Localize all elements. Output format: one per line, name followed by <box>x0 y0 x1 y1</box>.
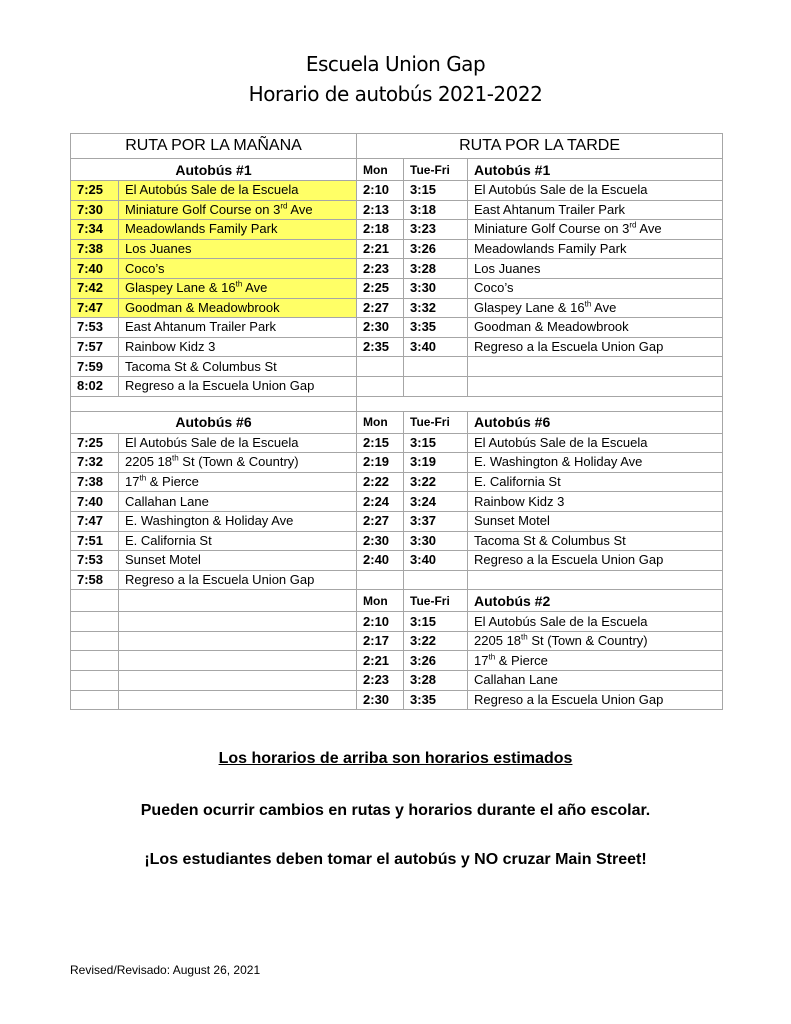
morning-time: 8:02 <box>71 376 119 396</box>
bus6-morning-title: Autobús #6 <box>71 411 357 433</box>
morning-stop: East Ahtanum Trailer Park <box>119 318 357 338</box>
morning-time: 7:58 <box>71 570 119 590</box>
morning-time: 7:25 <box>71 181 119 201</box>
morning-stop: El Autobús Sale de la Escuela <box>119 433 357 453</box>
bus2-afternoon-title: Autobús #2 <box>468 590 723 612</box>
afternoon-mon-time: 2:15 <box>357 433 404 453</box>
estimated-times-note: Los horarios de arriba son horarios estimados <box>218 750 573 767</box>
afternoon-stop: Glaspey Lane & 16th Ave <box>468 298 723 318</box>
afternoon-stop: Regreso a la Escuela Union Gap <box>468 690 723 710</box>
afternoon-stop: Goodman & Meadowbrook <box>468 318 723 338</box>
morning-stop: E. Washington & Holiday Ave <box>119 511 357 531</box>
afternoon-stop: Meadowlands Family Park <box>468 239 723 259</box>
morning-stop: Goodman & Meadowbrook <box>119 298 357 318</box>
morning-stop: Rainbow Kidz 3 <box>119 337 357 357</box>
morning-stop: Miniature Golf Course on 3rd Ave <box>119 200 357 220</box>
schedule-row <box>71 298 723 318</box>
bus-header-row <box>71 411 723 433</box>
afternoon-mon-time: 2:27 <box>357 298 404 318</box>
afternoon-tue-fri-time: 3:19 <box>404 453 468 473</box>
afternoon-tue-fri-time: 3:26 <box>404 239 468 259</box>
tue-fri-column-header: Tue-Fri <box>404 590 468 612</box>
afternoon-stop: Rainbow Kidz 3 <box>468 492 723 512</box>
afternoon-tue-fri-time <box>404 570 468 590</box>
afternoon-mon-time: 2:27 <box>357 511 404 531</box>
schedule-row <box>71 181 723 201</box>
morning-stop: Los Juanes <box>119 239 357 259</box>
morning-time <box>71 671 119 691</box>
afternoon-stop: Tacoma St & Columbus St <box>468 531 723 551</box>
morning-time: 7:57 <box>71 337 119 357</box>
morning-stop: Regreso a la Escuela Union Gap <box>119 376 357 396</box>
morning-stop <box>119 612 357 632</box>
morning-time: 7:40 <box>71 492 119 512</box>
morning-time: 7:25 <box>71 433 119 453</box>
afternoon-tue-fri-time: 3:22 <box>404 631 468 651</box>
spacer-cell <box>71 396 357 411</box>
afternoon-mon-time: 2:25 <box>357 278 404 298</box>
afternoon-tue-fri-time: 3:35 <box>404 318 468 338</box>
afternoon-tue-fri-time: 3:22 <box>404 472 468 492</box>
afternoon-stop: 17th & Pierce <box>468 651 723 671</box>
schedule-changes-note: Pueden ocurrir cambios en rutas y horarios durante el año escolar. <box>140 802 651 819</box>
mon-column-header: Mon <box>357 590 404 612</box>
school-title: Escuela Union Gap <box>305 52 486 76</box>
schedule-row <box>71 337 723 357</box>
schedule-row <box>71 651 723 671</box>
afternoon-stop: E. Washington & Holiday Ave <box>468 453 723 473</box>
morning-time: 7:40 <box>71 259 119 279</box>
schedule-row <box>71 531 723 551</box>
morning-route-header: RUTA POR LA MAÑANA <box>71 134 357 159</box>
afternoon-mon-time: 2:24 <box>357 492 404 512</box>
morning-time <box>71 651 119 671</box>
afternoon-tue-fri-time: 3:26 <box>404 651 468 671</box>
afternoon-mon-time: 2:10 <box>357 612 404 632</box>
schedule-row <box>71 690 723 710</box>
afternoon-stop: Regreso a la Escuela Union Gap <box>468 551 723 571</box>
schedule-row <box>71 570 723 590</box>
morning-stop: E. California St <box>119 531 357 551</box>
afternoon-tue-fri-time: 3:24 <box>404 492 468 512</box>
afternoon-mon-time: 2:23 <box>357 671 404 691</box>
morning-stop: 2205 18th St (Town & Country) <box>119 453 357 473</box>
afternoon-tue-fri-time: 3:40 <box>404 337 468 357</box>
bus-header-row <box>71 159 723 181</box>
morning-time: 7:34 <box>71 220 119 240</box>
afternoon-mon-time: 2:22 <box>357 472 404 492</box>
morning-time: 7:47 <box>71 511 119 531</box>
schedule-row <box>71 472 723 492</box>
morning-stop: 17th & Pierce <box>119 472 357 492</box>
schedule-row <box>71 357 723 377</box>
afternoon-stop: Los Juanes <box>468 259 723 279</box>
schedule-title: Horario de autobús 2021-2022 <box>248 82 543 106</box>
bus1-morning-title: Autobús #1 <box>71 159 357 181</box>
afternoon-stop: 2205 18th St (Town & Country) <box>468 631 723 651</box>
afternoon-mon-time: 2:21 <box>357 651 404 671</box>
schedule-row <box>71 612 723 632</box>
schedule-row <box>71 376 723 396</box>
afternoon-mon-time: 2:13 <box>357 200 404 220</box>
afternoon-tue-fri-time: 3:37 <box>404 511 468 531</box>
bus-schedule-table <box>70 133 723 710</box>
morning-time: 7:30 <box>71 200 119 220</box>
schedule-row <box>71 433 723 453</box>
spacer-row <box>71 396 723 411</box>
afternoon-mon-time <box>357 376 404 396</box>
afternoon-mon-time: 2:10 <box>357 181 404 201</box>
afternoon-stop <box>468 376 723 396</box>
afternoon-tue-fri-time: 3:15 <box>404 433 468 453</box>
bus-header-row <box>71 590 723 612</box>
afternoon-mon-time: 2:21 <box>357 239 404 259</box>
afternoon-tue-fri-time: 3:15 <box>404 612 468 632</box>
schedule-row <box>71 318 723 338</box>
afternoon-stop: Miniature Golf Course on 3rd Ave <box>468 220 723 240</box>
morning-time: 7:51 <box>71 531 119 551</box>
morning-time: 7:42 <box>71 278 119 298</box>
schedule-row <box>71 239 723 259</box>
afternoon-mon-time: 2:30 <box>357 318 404 338</box>
empty-cell <box>71 590 119 612</box>
morning-stop: Glaspey Lane & 16th Ave <box>119 278 357 298</box>
morning-stop <box>119 631 357 651</box>
schedule-row <box>71 453 723 473</box>
afternoon-tue-fri-time: 3:30 <box>404 278 468 298</box>
schedule-row <box>71 278 723 298</box>
afternoon-tue-fri-time <box>404 376 468 396</box>
afternoon-tue-fri-time: 3:18 <box>404 200 468 220</box>
afternoon-mon-time <box>357 570 404 590</box>
afternoon-tue-fri-time: 3:40 <box>404 551 468 571</box>
bus1-afternoon-title: Autobús #1 <box>468 159 723 181</box>
mon-column-header: Mon <box>357 411 404 433</box>
morning-time: 7:38 <box>71 239 119 259</box>
afternoon-mon-time: 2:23 <box>357 259 404 279</box>
morning-time <box>71 690 119 710</box>
afternoon-mon-time: 2:40 <box>357 551 404 571</box>
morning-stop: Coco’s <box>119 259 357 279</box>
afternoon-mon-time: 2:18 <box>357 220 404 240</box>
afternoon-tue-fri-time: 3:15 <box>404 181 468 201</box>
schedule-row <box>71 492 723 512</box>
bus6-afternoon-title: Autobús #6 <box>468 411 723 433</box>
afternoon-mon-time: 2:19 <box>357 453 404 473</box>
afternoon-stop: East Ahtanum Trailer Park <box>468 200 723 220</box>
afternoon-stop: Sunset Motel <box>468 511 723 531</box>
morning-time: 7:47 <box>71 298 119 318</box>
morning-stop: Regreso a la Escuela Union Gap <box>119 570 357 590</box>
morning-time: 7:53 <box>71 551 119 571</box>
tue-fri-column-header: Tue-Fri <box>404 411 468 433</box>
afternoon-mon-time: 2:35 <box>357 337 404 357</box>
afternoon-stop <box>468 570 723 590</box>
afternoon-tue-fri-time: 3:30 <box>404 531 468 551</box>
morning-stop <box>119 651 357 671</box>
schedule-row <box>71 511 723 531</box>
afternoon-tue-fri-time: 3:32 <box>404 298 468 318</box>
afternoon-tue-fri-time <box>404 357 468 377</box>
schedule-row <box>71 551 723 571</box>
tue-fri-column-header: Tue-Fri <box>404 159 468 181</box>
morning-stop: Callahan Lane <box>119 492 357 512</box>
afternoon-stop: Regreso a la Escuela Union Gap <box>468 337 723 357</box>
route-header-row <box>71 134 723 159</box>
morning-time: 7:32 <box>71 453 119 473</box>
afternoon-stop <box>468 357 723 377</box>
schedule-row <box>71 631 723 651</box>
morning-time <box>71 612 119 632</box>
morning-time: 7:38 <box>71 472 119 492</box>
revision-date: Revised/Revisado: August 26, 2021 <box>70 963 261 977</box>
afternoon-route-header: RUTA POR LA TARDE <box>357 134 723 159</box>
afternoon-mon-time: 2:30 <box>357 531 404 551</box>
afternoon-mon-time <box>357 357 404 377</box>
spacer-cell <box>357 396 723 411</box>
morning-stop <box>119 690 357 710</box>
afternoon-tue-fri-time: 3:28 <box>404 259 468 279</box>
afternoon-tue-fri-time: 3:28 <box>404 671 468 691</box>
empty-cell <box>119 590 357 612</box>
schedule-body <box>71 134 723 710</box>
morning-time <box>71 631 119 651</box>
morning-time: 7:53 <box>71 318 119 338</box>
afternoon-tue-fri-time: 3:35 <box>404 690 468 710</box>
afternoon-stop: E. California St <box>468 472 723 492</box>
afternoon-stop: El Autobús Sale de la Escuela <box>468 181 723 201</box>
schedule-row <box>71 220 723 240</box>
afternoon-stop: El Autobús Sale de la Escuela <box>468 612 723 632</box>
schedule-row <box>71 200 723 220</box>
morning-stop: El Autobús Sale de la Escuela <box>119 181 357 201</box>
morning-stop: Meadowlands Family Park <box>119 220 357 240</box>
afternoon-stop: Coco’s <box>468 278 723 298</box>
afternoon-stop: Callahan Lane <box>468 671 723 691</box>
afternoon-stop: El Autobús Sale de la Escuela <box>468 433 723 453</box>
morning-stop: Sunset Motel <box>119 551 357 571</box>
afternoon-mon-time: 2:30 <box>357 690 404 710</box>
afternoon-tue-fri-time: 3:23 <box>404 220 468 240</box>
afternoon-mon-time: 2:17 <box>357 631 404 651</box>
morning-time: 7:59 <box>71 357 119 377</box>
morning-stop: Tacoma St & Columbus St <box>119 357 357 377</box>
main-street-warning: ¡Los estudiantes deben tomar el autobús y NO cruzar Main Street! <box>144 851 647 868</box>
schedule-row <box>71 259 723 279</box>
schedule-row <box>71 671 723 691</box>
morning-stop <box>119 671 357 691</box>
mon-column-header: Mon <box>357 159 404 181</box>
